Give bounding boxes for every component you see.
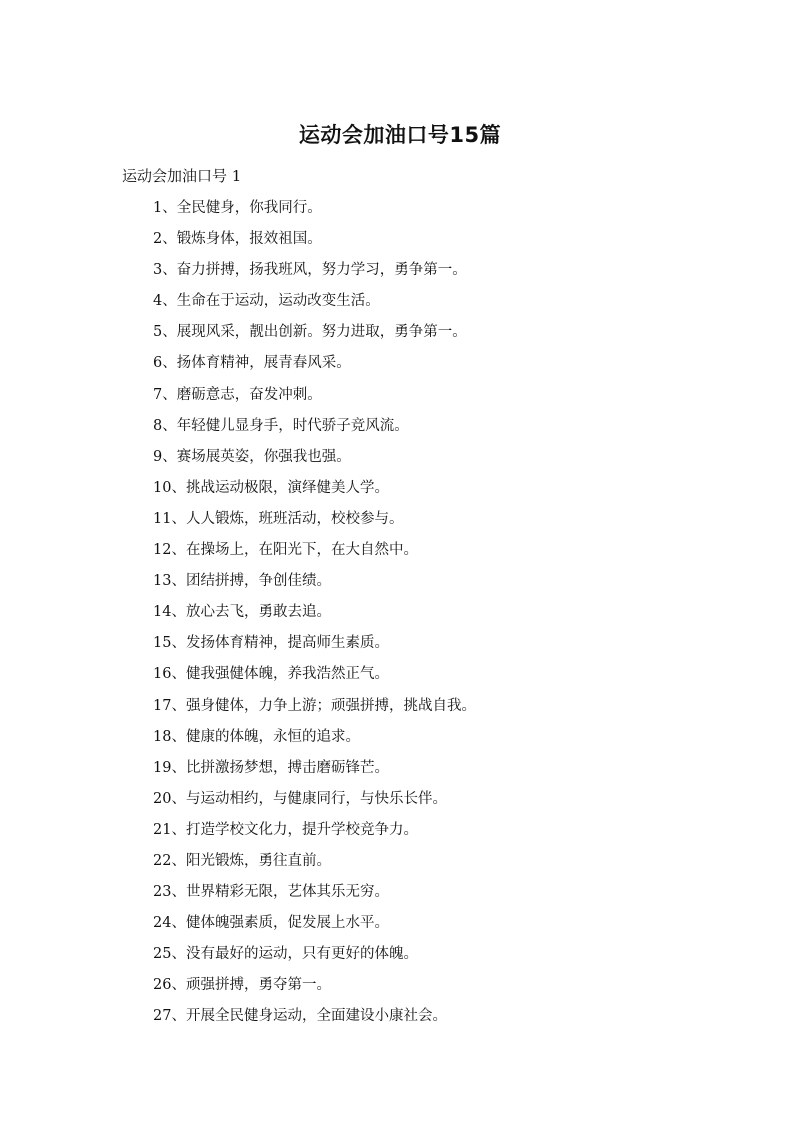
list-item: 7、磨砺意志，奋发冲刺。 — [153, 386, 322, 403]
list-item: 5、展现风采，靓出创新。努力进取，勇争第一。 — [153, 324, 467, 341]
list-item: 11、人人锻炼，班班活动，校校参与。 — [153, 510, 404, 527]
list-item: 20、与运动相约，与健康同行，与快乐长伴。 — [153, 790, 447, 807]
section-heading: 运动会加油口号 1 — [122, 167, 242, 185]
list-item: 16、健我强健体魄，养我浩然正气。 — [153, 666, 389, 683]
list-item: 27、开展全民健身运动，全面建设小康社会。 — [153, 1008, 447, 1025]
list-item: 2、锻炼身体，报效祖国。 — [153, 231, 322, 248]
list-item: 24、健体魄强素质，促发展上水平。 — [153, 915, 389, 932]
list-item: 9、赛场展英姿，你强我也强。 — [153, 448, 351, 465]
list-item: 17、强身健体，力争上游；顽强拼搏，挑战自我。 — [153, 697, 476, 714]
list-item: 4、生命在于运动，运动改变生活。 — [153, 293, 380, 310]
list-item: 1、全民健身，你我同行。 — [153, 200, 322, 216]
list-item: 8、年轻健儿显身手，时代骄子竞风流。 — [153, 417, 409, 434]
list-item: 13、团结拼搏，争创佳绩。 — [153, 573, 331, 590]
list-item: 6、扬体育精神，展青春风采。 — [153, 355, 351, 372]
list-item: 25、没有最好的运动，只有更好的体魄。 — [153, 946, 418, 963]
document-title: 运动会加油口号15篇 — [298, 123, 502, 147]
list-item: 18、健康的体魄，永恒的追求。 — [153, 728, 360, 745]
slogan-list — [153, 197, 476, 1037]
list-item: 3、奋力拼搏，扬我班风，努力学习，勇争第一。 — [153, 262, 467, 279]
list-item: 21、打造学校文化力，提升学校竞争力。 — [153, 821, 418, 838]
list-item: 10、挑战运动极限，演绎健美人学。 — [153, 479, 389, 496]
list-item: 23、世界精彩无限，艺体其乐无穷。 — [153, 884, 389, 901]
list-item: 14、放心去飞，勇敢去追。 — [153, 604, 331, 621]
list-item: 15、发扬体育精神，提高师生素质。 — [153, 635, 389, 652]
list-item: 12、在操场上，在阳光下，在大自然中。 — [153, 542, 418, 559]
list-item: 26、顽强拼搏，勇夺第一。 — [153, 977, 331, 994]
list-item: 19、比拼激扬梦想，搏击磨砺锋芒。 — [153, 759, 389, 776]
list-item: 22、阳光锻炼，勇往直前。 — [153, 852, 331, 869]
